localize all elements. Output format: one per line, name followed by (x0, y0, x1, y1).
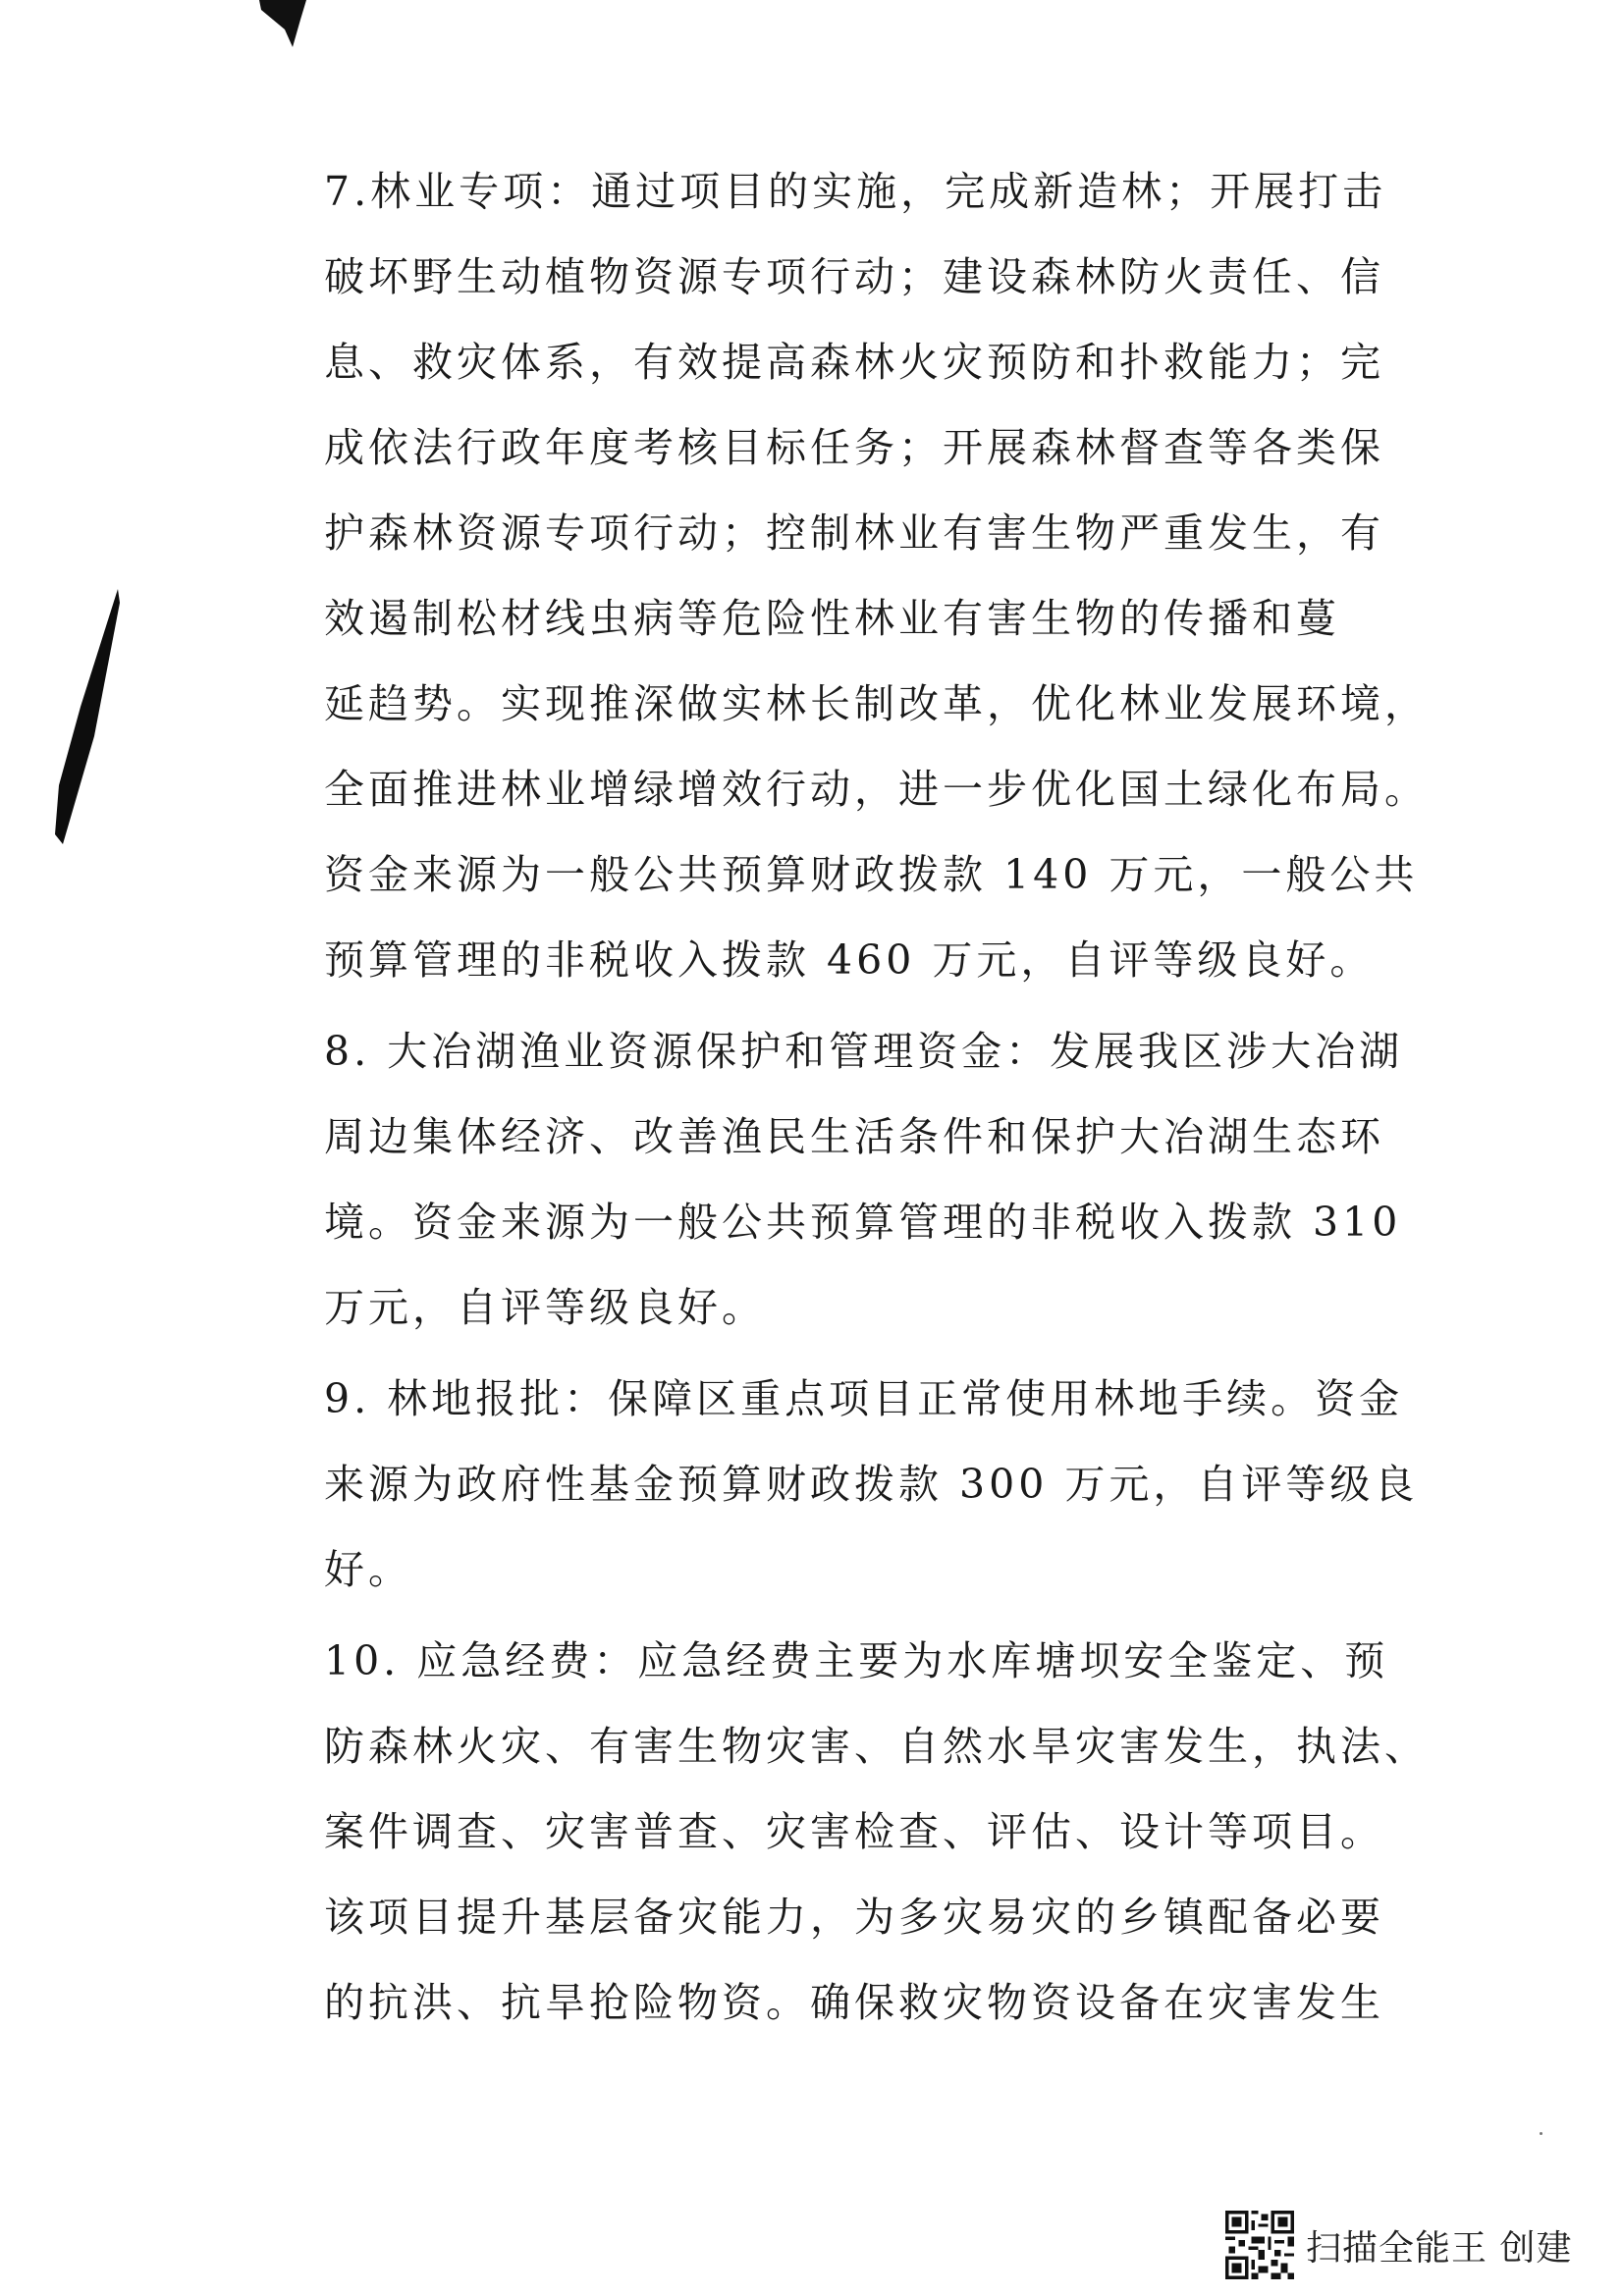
text-line: 周边集体经济、改善渔民生活条件和保护大冶湖生态环 (324, 1113, 1384, 1160)
text-line: 成依法行政年度考核目标任务；开展森林督查等各类保 (324, 424, 1384, 471)
text-line: 的抗洪、抗旱抢险物资。确保救灾物资设备在灾害发生 (324, 1979, 1384, 2026)
paragraph-emergency (324, 1619, 1429, 2046)
text-line: 预算管理的非税收入拨款 460 万元，自评等级良好。 (324, 936, 1375, 984)
paragraph-forestry (324, 149, 1429, 1003)
text-line: 该项目提升基层备灾能力，为多灾易灾的乡镇配备必要 (324, 1894, 1384, 1941)
text-line: 8. 大冶湖渔业资源保护和管理资金：发展我区涉大冶湖 (324, 1028, 1404, 1075)
text-line: 资金来源为一般公共预算财政拨款 140 万元，一般公共 (324, 851, 1419, 898)
document-body (324, 149, 1429, 2052)
text-line: 来源为政府性基金预算财政拨款 300 万元，自评等级良 (324, 1461, 1419, 1508)
text-line: 效遏制松材线虫病等危险性林业有害生物的传播和蔓 (324, 595, 1340, 642)
text-line: 延趋势。实现推深做实林长制改革，优化林业发展环境， (324, 680, 1429, 727)
text-line: 好。 (324, 1546, 412, 1593)
scanner-watermark (1225, 2209, 1572, 2281)
text-line: 破坏野生动植物资源专项行动；建设森林防火责任、信 (324, 253, 1384, 300)
text-line: 全面推进林业增绿增效行动，进一步优化国土绿化布局。 (324, 766, 1429, 813)
text-line: 7.林业专项：通过项目的实施，完成新造林；开展打击 (324, 168, 1387, 215)
text-line: 护森林资源专项行动；控制林业有害生物严重发生，有 (324, 509, 1384, 557)
text-line: 万元，自评等级良好。 (324, 1284, 766, 1331)
paragraph-fishery (324, 1009, 1404, 1351)
scan-speck (1540, 2132, 1542, 2135)
text-line: 息、救灾体系，有效提高森林火灾预防和扑救能力；完 (324, 339, 1384, 386)
scan-artifact-left-icon (51, 589, 120, 844)
scan-artifact-top-icon (257, 0, 306, 47)
text-line: 9. 林地报批：保障区重点项目正常使用林地手续。资金 (324, 1375, 1404, 1422)
text-line: 10. 应急经费：应急经费主要为水库塘坝安全鉴定、预 (324, 1637, 1389, 1684)
paragraph-forest-land (324, 1357, 1419, 1613)
text-line: 案件调查、灾害普查、灾害检查、评估、设计等项目。 (324, 1808, 1384, 1855)
qr-code-icon (1225, 2211, 1294, 2279)
text-line: 境。资金来源为一般公共预算管理的非税收入拨款 310 (324, 1199, 1402, 1246)
scanner-brand-label: 扫描全能王 创建 (1306, 2227, 1573, 2269)
text-line: 防森林火灾、有害生物灾害、自然水旱灾害发生，执法、 (324, 1723, 1429, 1770)
